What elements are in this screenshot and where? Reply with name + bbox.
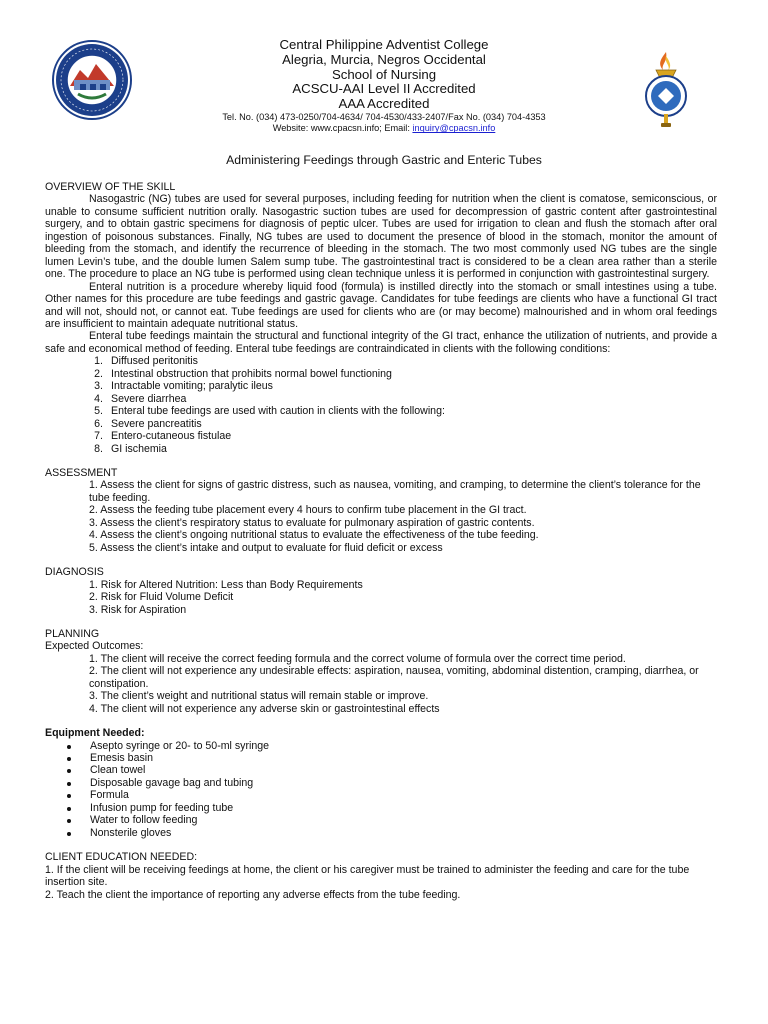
list-item: Formula (63, 789, 717, 801)
list-item: 1. If the client will be receiving feedings at home, the client or his caregiver must be trained to administer the feeding and care for the tube insertion site. (45, 863, 690, 889)
list-item (89, 430, 717, 442)
contact-numbers: Tel. No. (034) 473-0250/704-4634/ 704-4530/433-2407/Fax No. (034) 704-4353 (222, 111, 546, 122)
list-item (89, 405, 717, 417)
expected-outcomes-label: Expected Outcomes: (45, 640, 144, 653)
list-item: 4. Assess the client’s ongoing nutritional status to evaluate the effectiveness of the tube feeding. (89, 529, 539, 542)
list-text: Intractable vomiting; paralytic ileus (111, 380, 273, 393)
list-number: 8. (94, 442, 103, 455)
assessment-heading: ASSESSMENT (45, 466, 118, 479)
list-item: Nonsterile gloves (63, 827, 717, 839)
overview-paragraph-1: Nasogastric (NG) tubes are used for several purposes, including feeding for nutrition when the client is comatose, semiconscious, or unable to consume sufficient nutrition orally. Nasogastric suction tubes are used for decompression of gastric content after gastrointestinal surgery, and to obtain gastric specimens for diagnosis of peptic ulcer. Tubes are used for irrigation to clean and flush the stomach after oral ingestion of poisonous substances. Finally, NG tubes are used to document the presence of blood in the stomach, monitor the amount of bleeding from the stomach, and identify the recurrence of bleeding in the stomach. The two most commonly used NG tubes are the single lumen Levin’s tube, and the double lumen Salem sump tube. The gastrointestinal tract is considered to be a clean area rather than a sterile one. The procedure to place an NG tube is performed using clean technique unless it is performed in conjunction with gastrointestinal surgery. (45, 193, 717, 281)
accreditation-aaa: AAA Accredited (338, 96, 430, 112)
diagnosis-list (45, 579, 717, 616)
list-item: 5. Assess the client’s intake and output to evaluate for fluid deficit or excess (89, 541, 443, 554)
assessment-list (45, 479, 717, 554)
list-item (89, 418, 717, 430)
accreditation-level: ACSCU-AAI Level II Accredited (292, 81, 476, 97)
list-item: 2. The client will not experience any undesirable effects: aspiration, nausea, vomiting, abdominal distention, cramping, diarrhea, or constipation. (89, 665, 699, 690)
outcomes-list (45, 653, 717, 715)
list-item (89, 393, 717, 405)
letterhead-text (130, 38, 638, 135)
list-text: Intestinal obstruction that prohibits normal bowel functioning (111, 367, 392, 380)
planning-heading: PLANNING (45, 627, 100, 640)
list-item: 4. The client will not experience any adverse skin or gastrointestinal effects (89, 702, 440, 715)
list-item (89, 368, 717, 380)
contraindications-list (45, 355, 717, 455)
nursing-torch-emblem-icon (630, 50, 702, 130)
college-name: Central Philippine Adventist College (279, 37, 489, 52)
college-address: Alegria, Murcia, Negros Occidental (282, 51, 486, 67)
equipment-heading: Equipment Needed: (45, 727, 145, 740)
document-title: Administering Feedings through Gastric and Enteric Tubes (226, 153, 542, 167)
list-item: Emesis basin (63, 752, 717, 764)
list-text: Severe pancreatitis (111, 417, 202, 430)
website-email-line (130, 123, 638, 135)
list-item: 2. Risk for Fluid Volume Deficit (89, 591, 234, 604)
list-item (89, 355, 717, 367)
list-number: 2. (94, 367, 103, 380)
list-item: 3. Assess the client’s respiratory status to evaluate for pulmonary aspiration of gastric contents. (89, 516, 535, 529)
list-item (89, 443, 717, 455)
list-number: 4. (94, 392, 103, 405)
list-item: 3. The client’s weight and nutritional status will remain stable or improve. (89, 690, 429, 703)
education-heading: CLIENT EDUCATION NEEDED: (45, 851, 198, 864)
school-name: School of Nursing (331, 66, 437, 82)
list-item: 2. Assess the feeding tube placement every 4 hours to confirm tube placement in the GI tract. (89, 504, 527, 517)
college-seal-icon (52, 40, 132, 120)
list-text: Severe diarrhea (111, 392, 187, 405)
overview-heading: OVERVIEW OF THE SKILL (45, 181, 176, 193)
letterhead (0, 36, 768, 142)
list-item: Infusion pump for feeding tube (63, 802, 717, 814)
email-link[interactable]: inquiry@cpacsn.info (412, 123, 496, 134)
list-number: 1. (94, 355, 103, 368)
diagnosis-heading: DIAGNOSIS (45, 566, 104, 579)
list-item: Asepto syringe or 20- to 50-ml syringe (63, 740, 717, 752)
overview-paragraph-3: Enteral tube feedings maintain the structural and functional integrity of the GI tract, enhance the utilization of nutrients, and provide a safe and economical method of feeding. Enteral tube feedings are contraindicated in clients with the following conditions: (45, 330, 717, 355)
list-item (89, 380, 717, 392)
list-item: Water to follow feeding (63, 814, 717, 826)
list-item: 1. Assess the client for signs of gastric distress, such as nausea, vomiting, and cramping, to determine the client’s tolerance for the tube feeding. (89, 479, 701, 504)
list-number: 7. (94, 430, 103, 443)
equipment-list (45, 740, 717, 840)
list-text: Diffused peritonitis (111, 355, 198, 368)
list-number: 3. (94, 380, 103, 393)
list-item: 3. Risk for Aspiration (89, 603, 187, 616)
list-text: GI ischemia (111, 442, 167, 455)
list-number: 6. (94, 417, 103, 430)
list-item: Disposable gavage bag and tubing (63, 777, 717, 789)
document-content (45, 181, 717, 901)
list-text: Enteral tube feedings are used with caution in clients with the following: (111, 405, 445, 418)
list-item: Clean towel (63, 764, 717, 776)
overview-paragraph-2: Enteral nutrition is a procedure whereby liquid food (formula) is instilled directly into the stomach or small intestines using a tube. Other names for this procedure are tube feedings and gastric gavage. Candidates for tube feedings are clients who have a functional GI tract and will not, should not, or cannot eat. Tube feedings are used for clients who are (or may become) malnourished and in whom oral feedings are insufficient to maintain adequate nutritional status. (45, 280, 717, 330)
list-item: 2. Teach the client the importance of reporting any adverse effects from the tube feeding. (45, 888, 461, 901)
list-number: 5. (94, 405, 103, 418)
list-item: 1. The client will receive the correct feeding formula and the correct volume of formula over the correct time period. (89, 652, 626, 665)
website-label: Website: www.cpacsn.info; Email: (272, 123, 413, 134)
list-item: 1. Risk for Altered Nutrition: Less than Body Requirements (89, 578, 363, 591)
list-text: Entero-cutaneous fistulae (111, 430, 232, 443)
